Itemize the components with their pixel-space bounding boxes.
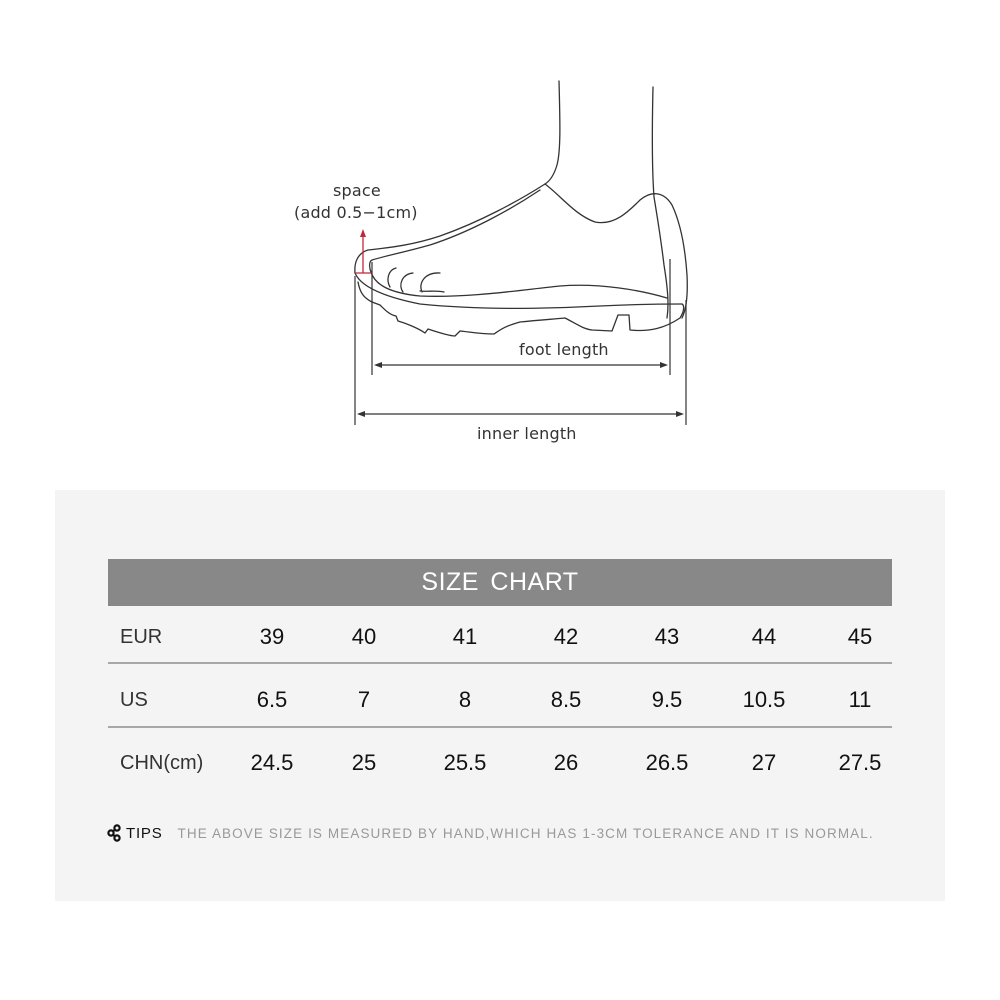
foot-measurement-diagram bbox=[0, 0, 1000, 470]
table-cell: 39 bbox=[259, 624, 285, 649]
table-cell: 10.5 bbox=[742, 687, 786, 712]
table-cell: 26 bbox=[553, 750, 579, 775]
table-cell: 42 bbox=[553, 624, 579, 649]
size-chart-panel bbox=[55, 490, 945, 901]
size-chart-title: SIZE CHART bbox=[108, 559, 892, 606]
table-cell: 25 bbox=[351, 750, 377, 775]
space-label: space bbox=[333, 181, 381, 200]
table-cell: 7 bbox=[357, 687, 371, 712]
table-cell: 11 bbox=[848, 687, 872, 712]
row-divider bbox=[108, 662, 892, 664]
tips-label: TIPS bbox=[126, 824, 163, 842]
table-cell: 27 bbox=[751, 750, 777, 775]
table-row-eur bbox=[108, 606, 892, 668]
table-cell: 27.5 bbox=[838, 750, 882, 775]
table-cell: 44 bbox=[751, 624, 777, 649]
table-cell: 9.5 bbox=[651, 687, 683, 712]
inner-length-label: inner length bbox=[477, 424, 577, 443]
table-cell: 40 bbox=[351, 624, 377, 649]
table-cell: 43 bbox=[654, 624, 680, 649]
table-cell: 8 bbox=[458, 687, 472, 712]
row-label: EUR bbox=[120, 626, 163, 648]
row-divider bbox=[108, 726, 892, 728]
tips-note bbox=[107, 822, 874, 844]
table-cell: 24.5 bbox=[250, 750, 294, 775]
row-label: CHN(cm) bbox=[120, 752, 204, 774]
table-cell: 45 bbox=[847, 624, 873, 649]
table-cell: 26.5 bbox=[645, 750, 689, 775]
foot-length-label: foot length bbox=[519, 340, 609, 359]
space-note-label: (add 0.5−1cm) bbox=[294, 203, 418, 222]
table-cell: 41 bbox=[452, 624, 478, 649]
table-cell: 25.5 bbox=[443, 750, 487, 775]
table-row-chn bbox=[108, 732, 892, 794]
table-cell: 6.5 bbox=[256, 687, 288, 712]
table-row-us bbox=[108, 669, 892, 731]
table-cell: 8.5 bbox=[550, 687, 582, 712]
tips-text: THE ABOVE SIZE IS MEASURED BY HAND,WHICH HAS 1-3CM TOLERANCE AND IT IS NORMAL. bbox=[177, 825, 874, 841]
row-label: US bbox=[120, 689, 148, 711]
link-nodes-icon bbox=[107, 824, 123, 842]
shoe-foot-illustration bbox=[0, 0, 1000, 470]
